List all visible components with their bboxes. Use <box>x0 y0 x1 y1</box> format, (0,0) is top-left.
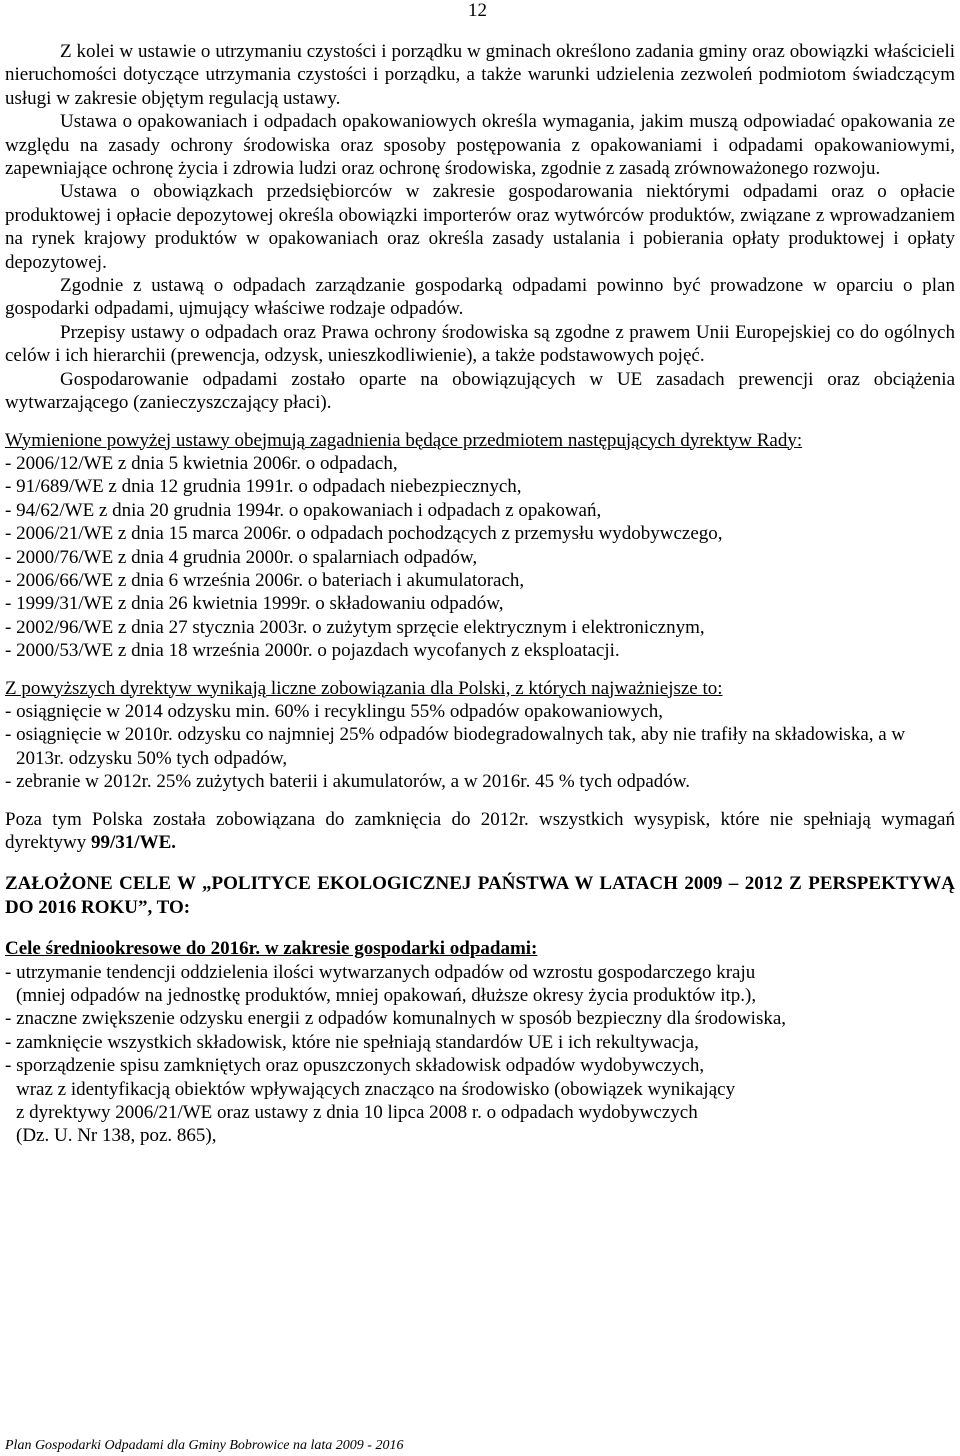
list-item: - 91/689/WE z dnia 12 grudnia 1991r. o odpadach niebezpiecznych, <box>5 476 522 498</box>
list-item: - sporządzenie spisu zamkniętych oraz opuszczonych składowisk odpadów wydobywczych, <box>5 1055 705 1077</box>
list-item: - osiągnięcie w 2010r. odzysku co najmniej 25% odpadów biodegradowalnych tak, aby nie trafiły na składowiska, a w 2013r. odzysku 50% tych odpadów, <box>5 724 906 769</box>
list-item-continuation: (mniej odpadów na jednostkę produktów, mniej opakowań, dłuższe okresy życia produktów itp.), <box>16 985 757 1007</box>
page-number: 12 <box>468 0 487 21</box>
obligations-heading: Z powyższych dyrektyw wynikają liczne zobowiązania dla Polski, z których najważniejsze to: <box>5 677 723 699</box>
closure-text: Poza tym Polska została zobowiązana do zamknięcia do 2012r. wszystkich wysypisk, które nie spełniają wymagań dyrektywy <box>5 808 955 853</box>
intro-paragraph: Gospodarowanie odpadami zostało oparte na obowiązujących w UE zasadach prewencji oraz obciążenia wytwarzającego (zanieczyszczający płaci). <box>5 368 955 414</box>
list-item: - 2006/12/WE z dnia 5 kwietnia 2006r. o odpadach, <box>5 452 398 474</box>
list-item: - 2006/21/WE z dnia 15 marca 2006r. o odpadach pochodzących z przemysłu wydobywczego, <box>5 523 723 545</box>
list-item: - osiągnięcie w 2014 odzysku min. 60% i recyklingu 55% odpadów opakowaniowych, <box>5 700 664 722</box>
list-item-continuation: (Dz. U. Nr 138, poz. 865), <box>16 1125 217 1147</box>
list-item: - 94/62/WE z dnia 20 grudnia 1994r. o opakowaniach i odpadach z opakowań, <box>5 499 602 521</box>
directive-reference: 99/31/WE. <box>91 832 176 853</box>
intro-paragraph: Przepisy ustawy o odpadach oraz Prawa ochrony środowiska są zgodne z prawem Unii Europejskiej co do ogólnych celów i ich hierarchii (prewencja, odzysk, unieszkodliwienie), a także podstawowych pojęć. <box>5 321 955 367</box>
list-item: - 2000/76/WE z dnia 4 grudnia 2000r. o spalarniach odpadów, <box>5 546 478 568</box>
goals-list <box>5 961 955 1148</box>
policy-heading: ZAŁOŻONE CELE W „POLITYCE EKOLOGICZNEJ PAŃSTWA W LATACH 2009 – 2012 Z PERSPEKTYWĄ DO 2016 ROKU”, TO: <box>5 873 955 918</box>
closure-paragraph <box>5 808 955 855</box>
list-item: - utrzymanie tendencji oddzielenia ilości wytwarzanych odpadów od wzrostu gospodarczego kraju <box>5 961 756 983</box>
goals-heading: Cele średniookresowe do 2016r. w zakresie gospodarki odpadami: <box>5 938 538 960</box>
intro-paragraph: Ustawa o obowiązkach przedsiębiorców w zakresie gospodarowania niektórymi odpadami oraz o opłacie produktowej i opłacie depozytowej określa obowiązki importerów oraz wytwórców produktów, związane z wprowadzaniem na rynek krajowy produktów w opakowaniach oraz określa zasady ustalania i pobierania opłaty produktowej i opłaty depozytowej. <box>5 181 955 273</box>
list-item: - 1999/31/WE z dnia 26 kwietnia 1999r. o składowaniu odpadów, <box>5 593 504 615</box>
list-item: - 2000/53/WE z dnia 18 września 2000r. o pojazdach wycofanych z eksploatacji. <box>5 640 620 662</box>
intro-paragraph: Zgodnie z ustawą o odpadach zarządzanie gospodarką odpadami powinno być prowadzone w oparciu o plan gospodarki odpadami, ujmujący właściwe rodzaje odpadów. <box>5 275 955 320</box>
intro-paragraph: Z kolei w ustawie o utrzymaniu czystości i porządku w gminach określono zadania gminy oraz obowiązki właścicieli nieruchomości dotyczące utrzymania czystości i porządku, a także warunki udzielenia zezwoleń podmiotom świadczącym usługi w zakresie objętym regulacją ustawy. <box>5 41 955 109</box>
page-footer: Plan Gospodarki Odpadami dla Gminy Bobrowice na lata 2009 - 2016 <box>5 1438 404 1453</box>
list-item: - 2006/66/WE z dnia 6 września 2006r. o bateriach i akumulatorach, <box>5 569 525 591</box>
list-item-continuation: z dyrektywy 2006/21/WE oraz ustawy z dnia 10 lipca 2008 r. o odpadach wydobywczych <box>16 1102 698 1124</box>
list-item-continuation: wraz z identyfikacją obiektów wpływających znacząco na środowisko (obowiązek wynikający <box>16 1078 736 1100</box>
list-item: - 2002/96/WE z dnia 27 stycznia 2003r. o zużytym sprzęcie elektrycznym i elektronicznym, <box>5 616 705 638</box>
list-item: - znaczne zwiększenie odzysku energii z odpadów komunalnych w sposób bezpieczny dla środowiska, <box>5 1008 787 1030</box>
obligations-list <box>5 700 955 794</box>
directives-heading: Wymienione powyżej ustawy obejmują zagadnienia będące przedmiotem następujących dyrektyw Rady: <box>5 429 803 451</box>
document-body <box>5 40 955 1148</box>
intro-paragraph: Ustawa o opakowaniach i odpadach opakowaniowych określa wymagania, jakim muszą odpowiadać opakowania ze względu na zasady ochrony środowiska oraz sposoby postępowania z opakowaniami i odpadami opakowaniowymi, zapewniające ochronę życia i zdrowia ludzi oraz ochronę środowiska, zgodnie z zasadą zrównoważonego rozwoju. <box>5 111 955 180</box>
list-item: - zamknięcie wszystkich składowisk, które nie spełniają standardów UE i ich rekultywacja, <box>5 1031 699 1053</box>
directives-list <box>5 452 955 663</box>
list-item: - zebranie w 2012r. 25% zużytych baterii i akumulatorów, a w 2016r. 45 % tych odpadów. <box>5 771 691 793</box>
